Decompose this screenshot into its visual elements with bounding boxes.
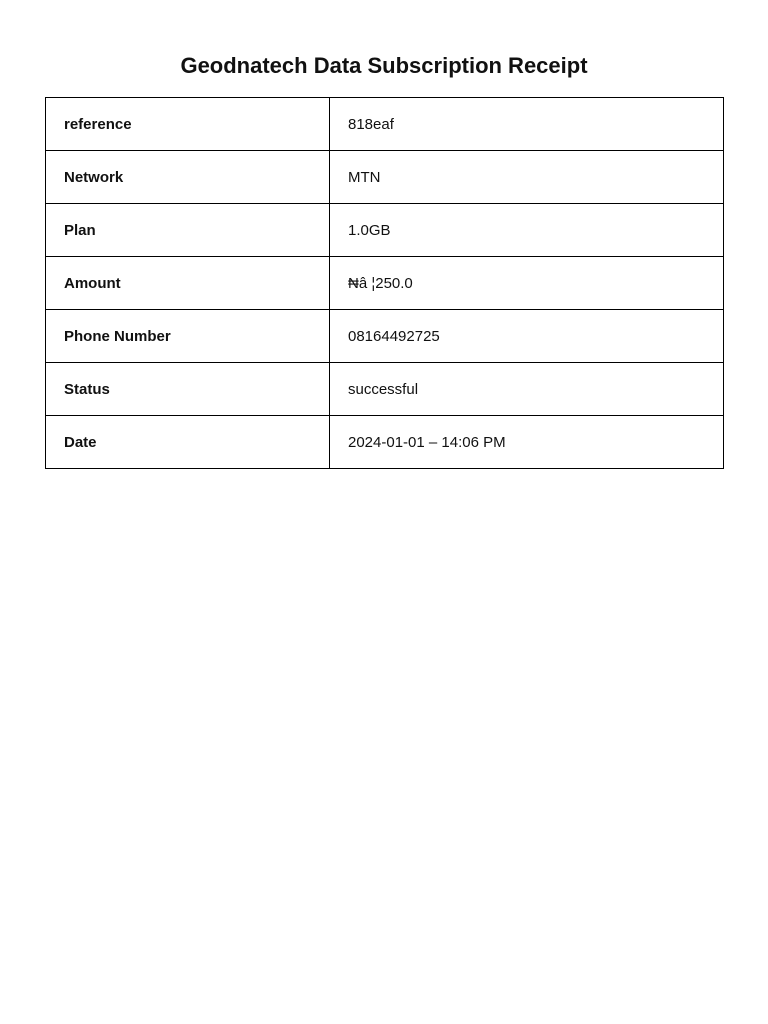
reference-value: 818eaf <box>330 98 724 151</box>
network-label: Network <box>46 151 330 204</box>
phone-number-value: 08164492725 <box>330 310 724 363</box>
table-row-network <box>46 151 724 204</box>
date-value: 2024-01-01 – 14:06 PM <box>330 416 724 469</box>
table-row-status <box>46 363 724 416</box>
date-label: Date <box>46 416 330 469</box>
status-label: Status <box>46 363 330 416</box>
network-value: MTN <box>330 151 724 204</box>
table-row-amount <box>46 257 724 310</box>
receipt-title: Geodnatech Data Subscription Receipt <box>180 53 588 78</box>
phone-number-label: Phone Number <box>46 310 330 363</box>
table-row-plan <box>46 204 724 257</box>
reference-label: reference <box>46 98 330 151</box>
plan-label: Plan <box>46 204 330 257</box>
table-row-phone-number <box>46 310 724 363</box>
amount-value: ₦â ¦250.0 <box>330 257 724 310</box>
status-value: successful <box>330 363 724 416</box>
table-row-reference <box>46 98 724 151</box>
receipt-details-table <box>45 97 724 469</box>
plan-value: 1.0GB <box>330 204 724 257</box>
table-row-date <box>46 416 724 469</box>
amount-label: Amount <box>46 257 330 310</box>
